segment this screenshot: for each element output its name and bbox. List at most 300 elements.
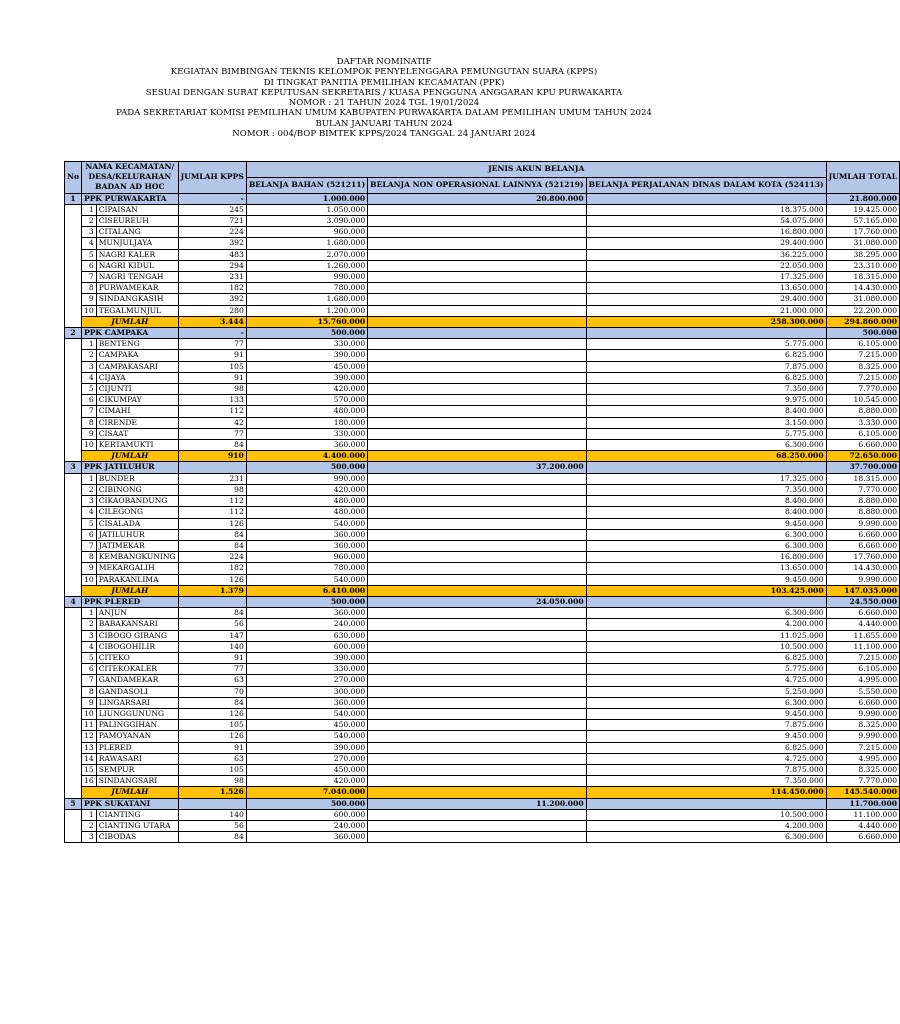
row-sub-no: 4 [82,507,97,518]
ppk-total: 37.700.000 [826,462,899,473]
row-sub-no: 8 [82,417,97,428]
row-desa-name: CITEKOKALER [96,664,178,675]
row-sub-no: 1 [82,608,97,619]
row-desa-name: CIANTING [96,809,178,820]
row-perjalanan: 9.450.000 [586,518,826,529]
table-row [65,529,900,540]
row-nonop [368,708,586,719]
row-kpps: 245 [178,204,246,215]
row-perjalanan: 29.400.000 [586,294,826,305]
row-desa-name: PARAKANLIMA [96,574,178,585]
row-nonop [368,664,586,675]
row-kpps: 84 [178,697,246,708]
table-row [65,753,900,764]
table-row [65,249,900,260]
row-nonop [368,641,586,652]
row-nonop [368,686,586,697]
row-perjalanan: 4.725.000 [586,753,826,764]
table-row [65,686,900,697]
jumlah-perjalanan: 103.425.000 [586,585,826,596]
table-row [65,350,900,361]
row-total: 8.325.000 [826,764,899,775]
row-sub-no: 5 [82,249,97,260]
row-perjalanan: 4.200.000 [586,820,826,831]
row-bahan: 390.000 [246,372,367,383]
row-perjalanan: 7.350.000 [586,484,826,495]
row-total: 7.215.000 [826,742,899,753]
row-kpps: 105 [178,764,246,775]
row-bahan: 360.000 [246,540,367,551]
table-row [65,428,900,439]
table-row [65,272,900,283]
row-desa-name: CITALANG [96,227,178,238]
row-total: 9.990.000 [826,574,899,585]
ppk-row [65,462,900,473]
table-row [65,764,900,775]
row-sub-no: 1 [82,204,97,215]
table-row [65,641,900,652]
row-no-spacer [65,608,82,798]
table-row [65,473,900,484]
row-nonop [368,204,586,215]
row-sub-no: 5 [82,384,97,395]
row-sub-no: 11 [82,720,97,731]
row-total: 8.880.000 [826,406,899,417]
row-perjalanan: 16.800.000 [586,552,826,563]
document-header [0,57,768,139]
jumlah-nonop [368,787,586,798]
row-total: 57.165.000 [826,216,899,227]
row-desa-name: CISAAT [96,428,178,439]
table-row [65,283,900,294]
table-row [65,675,900,686]
jumlah-kpps: 1.526 [178,787,246,798]
table-row [65,227,900,238]
row-sub-no: 7 [82,406,97,417]
row-kpps: 721 [178,216,246,227]
header-line: NOMOR : 21 TAHUN 2024 TGL 19/01/2024 [288,98,480,109]
row-sub-no: 8 [82,283,97,294]
table-row [65,742,900,753]
jumlah-nonop [368,451,586,462]
table-row [65,260,900,271]
row-bahan: 600.000 [246,641,367,652]
row-nonop [368,731,586,742]
row-sub-no: 2 [82,820,97,831]
row-desa-name: KEMBANGKUNING [96,552,178,563]
row-desa-name: CILEGONG [96,507,178,518]
ppk-bahan: 1.000.000 [246,193,367,204]
row-kpps: 112 [178,507,246,518]
row-total: 8.880.000 [826,507,899,518]
row-total: 22.200.000 [826,305,899,316]
row-nonop [368,350,586,361]
row-perjalanan: 17.325.000 [586,473,826,484]
row-nonop [368,540,586,551]
table-row [65,720,900,731]
jumlah-total: 294.860.000 [826,316,899,327]
row-perjalanan: 6.825.000 [586,372,826,383]
row-bahan: 330.000 [246,339,367,350]
row-total: 9.990.000 [826,731,899,742]
row-kpps: 133 [178,395,246,406]
ppk-perjalanan [586,462,826,473]
row-desa-name: ANJUN [96,608,178,619]
row-bahan: 540.000 [246,574,367,585]
row-nonop [368,417,586,428]
col-bahan-header: BELANJA BAHAN (521211) [246,177,367,193]
row-desa-name: NAGRI KIDUL [96,260,178,271]
ppk-bahan: 500.000 [246,462,367,473]
row-total: 23.310.000 [826,260,899,271]
row-kpps: 105 [178,361,246,372]
row-total: 7.215.000 [826,372,899,383]
row-total: 4.440.000 [826,619,899,630]
row-perjalanan: 11.025.000 [586,630,826,641]
col-no-header: No [65,162,82,194]
row-nonop [368,529,586,540]
table-row [65,832,900,843]
row-bahan: 360.000 [246,608,367,619]
row-perjalanan: 6.300.000 [586,440,826,451]
header-line: PADA SEKRETARIAT KOMISI PEMILIHAN UMUM KABUPATEN PURWAKARTA DALAM PEMILIHAN UMUM TAHUN 2024 [116,108,652,119]
row-kpps: 140 [178,641,246,652]
row-sub-no: 5 [82,652,97,663]
row-kpps: 77 [178,339,246,350]
row-sub-no: 9 [82,428,97,439]
row-total: 10.545.000 [826,395,899,406]
row-nonop [368,384,586,395]
row-total: 8.325.000 [826,361,899,372]
ppk-nonop: 20.800.000 [368,193,586,204]
row-desa-name: CIKUMPAY [96,395,178,406]
row-nonop [368,675,586,686]
table-row [65,552,900,563]
row-desa-name: PLERED [96,742,178,753]
row-kpps: 126 [178,574,246,585]
row-total: 11.655.000 [826,630,899,641]
row-nonop [368,652,586,663]
jumlah-perjalanan: 114.450.000 [586,787,826,798]
col-nama-line: DESA/KELURAHAN [88,172,172,182]
row-kpps: 112 [178,406,246,417]
row-sub-no: 10 [82,305,97,316]
row-kpps: 483 [178,249,246,260]
table-row [65,204,900,215]
row-perjalanan: 54.075.000 [586,216,826,227]
row-total: 6.105.000 [826,339,899,350]
jumlah-label: JUMLAH [82,451,179,462]
row-desa-name: BUNDER [96,473,178,484]
row-bahan: 360.000 [246,697,367,708]
row-sub-no: 14 [82,753,97,764]
row-total: 14.430.000 [826,563,899,574]
table-row [65,339,900,350]
row-nonop [368,238,586,249]
row-bahan: 480.000 [246,507,367,518]
row-sub-no: 1 [82,473,97,484]
table-row [65,518,900,529]
row-sub-no: 9 [82,294,97,305]
row-perjalanan: 4.725.000 [586,675,826,686]
ppk-row [65,798,900,809]
row-bahan: 480.000 [246,496,367,507]
row-bahan: 360.000 [246,832,367,843]
row-sub-no: 9 [82,697,97,708]
row-no-spacer [65,339,82,462]
row-nonop [368,496,586,507]
row-total: 7.215.000 [826,652,899,663]
row-bahan: 240.000 [246,619,367,630]
header-line: SESUAI DENGAN SURAT KEPUTUSAN SEKRETARIS / KUASA PENGGUNA ANGGARAN KPU PURWAKARTA [145,87,623,98]
row-total: 6.660.000 [826,529,899,540]
row-desa-name: PALINGGIHAN [96,720,178,731]
row-bahan: 240.000 [246,820,367,831]
row-bahan: 360.000 [246,529,367,540]
row-desa-name: JATILUHUR [96,529,178,540]
ppk-no: 2 [65,328,82,339]
table-body [65,193,900,843]
row-bahan: 960.000 [246,227,367,238]
row-total: 11.100.000 [826,641,899,652]
row-bahan: 330.000 [246,664,367,675]
row-sub-no: 4 [82,238,97,249]
row-perjalanan: 5.250.000 [586,686,826,697]
row-nonop [368,283,586,294]
row-sub-no: 10 [82,440,97,451]
table-row [65,608,900,619]
row-desa-name: BENTENG [96,339,178,350]
col-nama-line: BADAN AD HOC [95,182,165,192]
row-sub-no: 2 [82,350,97,361]
row-desa-name: CAMPAKA [96,350,178,361]
row-bahan: 1.200.000 [246,305,367,316]
jumlah-nonop [368,585,586,596]
row-nonop [368,809,586,820]
row-kpps: 63 [178,753,246,764]
row-total: 3.330.000 [826,417,899,428]
row-total: 7.770.000 [826,384,899,395]
row-nonop [368,630,586,641]
row-sub-no: 12 [82,731,97,742]
table-row [65,664,900,675]
row-sub-no: 7 [82,540,97,551]
row-perjalanan: 8.400.000 [586,507,826,518]
row-kpps: 147 [178,630,246,641]
row-perjalanan: 10.500.000 [586,809,826,820]
row-nonop [368,372,586,383]
jumlah-kpps: 1.379 [178,585,246,596]
row-perjalanan: 5.775.000 [586,339,826,350]
ppk-perjalanan [586,798,826,809]
table-row [65,484,900,495]
row-kpps: 224 [178,552,246,563]
row-sub-no: 3 [82,496,97,507]
row-desa-name: NAGRI KALER [96,249,178,260]
jumlah-label: JUMLAH [82,316,179,327]
row-desa-name: NAGRI TENGAH [96,272,178,283]
row-desa-name: GANDAMEKAR [96,675,178,686]
table-row [65,652,900,663]
ppk-kpps [178,596,246,607]
row-nonop [368,518,586,529]
row-total: 8.880.000 [826,496,899,507]
row-sub-no: 3 [82,227,97,238]
row-nonop [368,361,586,372]
row-total: 4.995.000 [826,675,899,686]
row-nonop [368,619,586,630]
ppk-nonop: 37.200.000 [368,462,586,473]
nominatif-table [64,161,900,843]
row-total: 9.990.000 [826,518,899,529]
row-kpps: 84 [178,608,246,619]
row-desa-name: TEGALMUNJUL [96,305,178,316]
jumlah-row [65,316,900,327]
row-nonop [368,216,586,227]
table-row [65,238,900,249]
row-total: 6.660.000 [826,540,899,551]
row-nonop [368,484,586,495]
col-nama-header [82,162,179,194]
row-perjalanan: 21.000.000 [586,305,826,316]
row-sub-no: 2 [82,619,97,630]
ppk-name: PPK JATILUHUR [82,462,179,473]
row-desa-name: CAMPAKASARI [96,361,178,372]
row-bahan: 270.000 [246,753,367,764]
table-row [65,619,900,630]
row-kpps: 392 [178,238,246,249]
row-total: 4.995.000 [826,753,899,764]
row-bahan: 270.000 [246,675,367,686]
row-sub-no: 4 [82,372,97,383]
row-nonop [368,832,586,843]
row-sub-no: 5 [82,518,97,529]
table-row [65,776,900,787]
row-bahan: 630.000 [246,630,367,641]
row-desa-name: CIJUNTI [96,384,178,395]
ppk-name: PPK CAMPAKA [82,328,179,339]
row-perjalanan: 6.825.000 [586,350,826,361]
row-nonop [368,339,586,350]
row-kpps: 294 [178,260,246,271]
jumlah-bahan: 15.760.000 [246,316,367,327]
ppk-kpps: - [178,328,246,339]
row-kpps: 84 [178,540,246,551]
jumlah-total: 147.035.000 [826,585,899,596]
row-desa-name: CISEUREUH [96,216,178,227]
ppk-perjalanan [586,596,826,607]
row-sub-no: 8 [82,552,97,563]
table-row [65,406,900,417]
row-kpps: 98 [178,384,246,395]
row-desa-name: CISALADA [96,518,178,529]
ppk-no: 4 [65,596,82,607]
row-kpps: 84 [178,529,246,540]
row-total: 5.550.000 [826,686,899,697]
row-total: 17.760.000 [826,552,899,563]
row-perjalanan: 22.050.000 [586,260,826,271]
jumlah-row [65,585,900,596]
row-kpps: 42 [178,417,246,428]
row-kpps: 140 [178,809,246,820]
row-bahan: 420.000 [246,776,367,787]
row-kpps: 56 [178,820,246,831]
row-desa-name: SINDANGKASIH [96,294,178,305]
row-nonop [368,406,586,417]
row-total: 6.660.000 [826,697,899,708]
row-kpps: 392 [178,294,246,305]
row-perjalanan: 10.500.000 [586,641,826,652]
row-perjalanan: 13.650.000 [586,563,826,574]
row-bahan: 390.000 [246,350,367,361]
col-total-header: JUMLAH TOTAL [826,162,899,194]
row-kpps: 77 [178,664,246,675]
ppk-row [65,193,900,204]
ppk-no: 1 [65,193,82,204]
table-head [65,162,900,194]
table-row [65,305,900,316]
row-perjalanan: 13.650.000 [586,283,826,294]
row-bahan: 540.000 [246,708,367,719]
jumlah-perjalanan: 68.250.000 [586,451,826,462]
row-desa-name: GANDASOLI [96,686,178,697]
row-perjalanan: 9.450.000 [586,731,826,742]
row-perjalanan: 3.150.000 [586,417,826,428]
row-bahan: 300.000 [246,686,367,697]
row-bahan: 540.000 [246,518,367,529]
header-line: NOMOR : 004/BOP BIMTEK KPPS/2024 TANGGAL 24 JANUARI 2024 [232,129,536,140]
row-sub-no: 3 [82,361,97,372]
table-row [65,820,900,831]
table-row [65,384,900,395]
row-total: 6.660.000 [826,608,899,619]
row-bahan: 1.680.000 [246,294,367,305]
row-total: 6.105.000 [826,428,899,439]
table-row [65,574,900,585]
row-perjalanan: 9.450.000 [586,708,826,719]
row-bahan: 390.000 [246,652,367,663]
row-sub-no: 2 [82,484,97,495]
col-nama-line: NAMA KECAMATAN/ [85,162,175,171]
row-kpps: 112 [178,496,246,507]
row-bahan: 600.000 [246,809,367,820]
jumlah-total: 72.650.000 [826,451,899,462]
row-kpps: 231 [178,473,246,484]
row-kpps: 126 [178,518,246,529]
row-total: 4.440.000 [826,820,899,831]
table-row [65,216,900,227]
row-sub-no: 3 [82,630,97,641]
row-desa-name: JATIMEKAR [96,540,178,551]
row-kpps: 280 [178,305,246,316]
row-nonop [368,305,586,316]
row-desa-name: CITEKO [96,652,178,663]
row-total: 18.315.000 [826,473,899,484]
row-no-spacer [65,809,82,843]
ppk-kpps [178,798,246,809]
row-sub-no: 10 [82,574,97,585]
row-desa-name: MEKARGALIH [96,563,178,574]
row-desa-name: CIBINONG [96,484,178,495]
table-row [65,372,900,383]
row-perjalanan: 7.875.000 [586,764,826,775]
row-perjalanan: 16.800.000 [586,227,826,238]
row-desa-name: CIMAHI [96,406,178,417]
table-row [65,496,900,507]
row-total: 6.105.000 [826,664,899,675]
jumlah-kpps: 3.444 [178,316,246,327]
table-row [65,507,900,518]
